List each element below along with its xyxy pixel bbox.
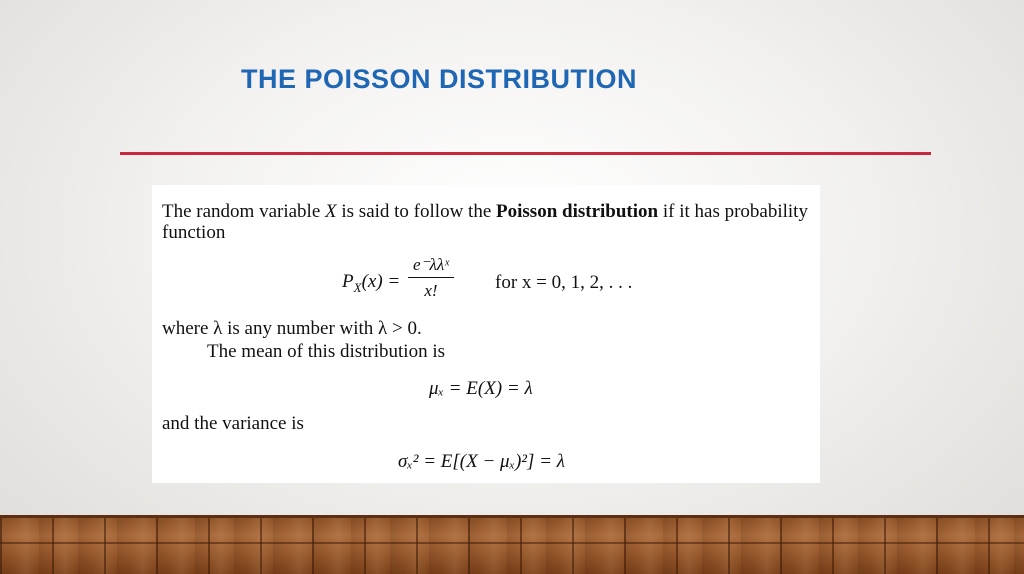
pmf-fraction bbox=[408, 255, 454, 301]
lambda-condition: where λ is any number with λ > 0. bbox=[162, 318, 422, 339]
poisson-term: Poisson distribution bbox=[496, 201, 659, 222]
variance-intro: and the variance is bbox=[162, 413, 304, 434]
pmf-subscript: X bbox=[353, 279, 362, 295]
variance-equation: σₓ² = E[(X − μₓ)²] = λ bbox=[398, 451, 565, 472]
pmf-condition: for x = 0, 1, 2, . . . bbox=[495, 272, 633, 293]
pmf-symbol: P bbox=[342, 271, 354, 292]
slide-title: THE POISSON DISTRIBUTION bbox=[241, 64, 638, 94]
definition-text-mid: is said to follow the bbox=[336, 201, 497, 222]
wooden-floor bbox=[0, 515, 1024, 574]
definition-text-start: The random variable bbox=[162, 201, 326, 222]
pmf-lhs bbox=[342, 271, 400, 296]
mean-equation: μₓ = E(X) = λ bbox=[429, 378, 533, 399]
fraction-bar bbox=[408, 277, 454, 278]
definition-line-1 bbox=[162, 201, 808, 223]
random-variable: X bbox=[325, 201, 337, 222]
pmf-numerator: e⁻λλˣ bbox=[412, 255, 450, 274]
mean-intro: The mean of this distribution is bbox=[207, 341, 446, 362]
pmf-argument: (x) = bbox=[361, 271, 401, 292]
definition-text-end: if it has probability bbox=[658, 201, 808, 222]
formula-image bbox=[152, 185, 820, 483]
pmf-denominator: x! bbox=[424, 281, 438, 300]
title-divider bbox=[120, 152, 931, 155]
definition-line-2: function bbox=[162, 222, 226, 243]
